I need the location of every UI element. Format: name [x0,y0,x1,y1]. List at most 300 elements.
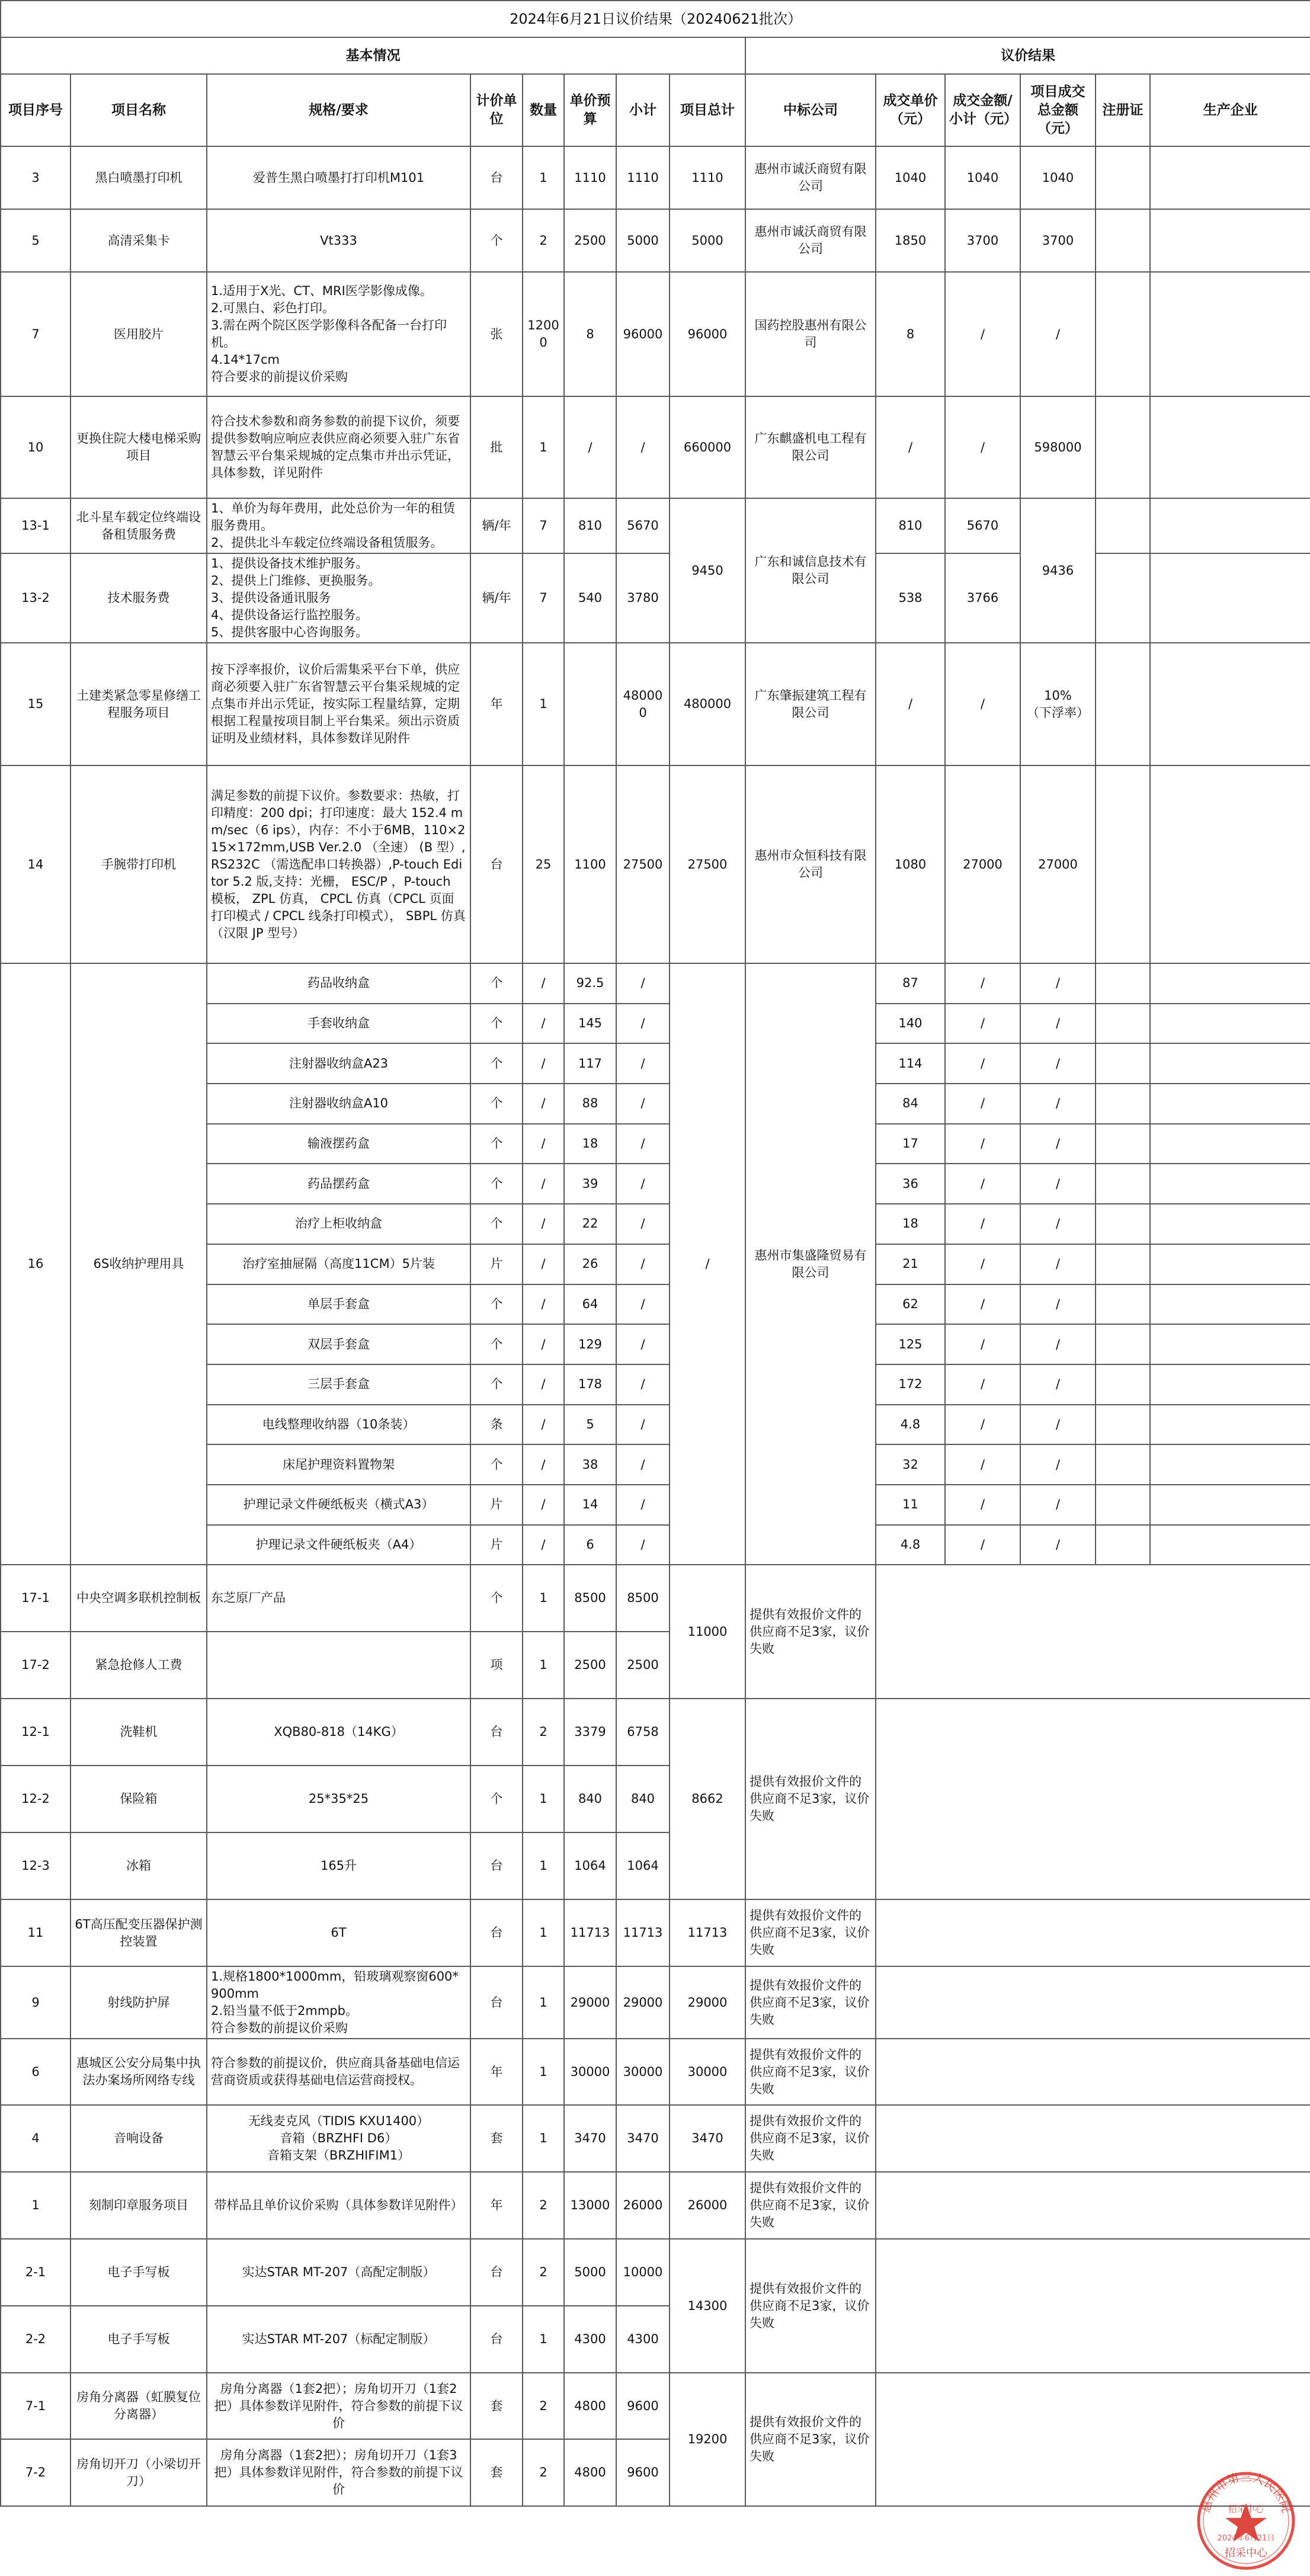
cell-subtotal: 8500 [616,1565,670,1632]
cell-deal-amount: / [945,1364,1020,1405]
cell-deal-price: 62 [876,1284,945,1325]
cell-subtotal: 26000 [616,2172,670,2239]
cell-total: 1110 [670,146,745,209]
table-row [1,1899,1310,1966]
cell-name: 中央空调多联机控制板 [71,1565,207,1632]
cell-fail-note: 提供有效报价文件的供应商不足3家，议价失败 [745,2239,876,2373]
cell-maker [1150,1525,1310,1565]
cell-subtotal: 11713 [616,1899,670,1966]
cell-winner: 国药控股惠州有限公司 [745,272,876,396]
table-row [1,146,1310,209]
table-row [1,2105,1310,2172]
cell-budget: 30000 [564,2039,616,2105]
cell-spec: Vt333 [207,209,470,272]
cell-deal-total: / [1020,1364,1096,1405]
cell-winner: 惠州市诚沃商贸有限公司 [745,209,876,272]
cell-fail-note: 提供有效报价文件的供应商不足3家，议价失败 [745,1699,876,1899]
cell-maker [1150,146,1310,209]
cell-qty: / [523,1284,564,1325]
cell-budget: 2500 [564,1632,616,1699]
cell-reg [1096,272,1150,396]
cell-total: 8662 [670,1699,745,1899]
cell-subtotal: 29000 [616,1966,670,2039]
cell-deal-amount: / [945,1324,1020,1364]
cell-deal-amount: 27000 [945,765,1020,963]
cell-budget: 18 [564,1124,616,1164]
cell-maker [1150,1204,1310,1244]
cell-deal-price: 140 [876,1004,945,1044]
cell-subtotal: / [616,1204,670,1244]
cell-winner: 广东麒盛机电工程有限公司 [745,396,876,498]
cell-reg [1096,1004,1150,1044]
cell-result-empty [876,1565,1310,1699]
cell-reg [1096,765,1150,963]
cell-maker [1150,643,1310,765]
cell-seq: 2-1 [1,2239,71,2306]
cell-deal-total: / [1020,1444,1096,1485]
cell-fail-note: 提供有效报价文件的供应商不足3家，议价失败 [745,2172,876,2239]
cell-unit: 辆/年 [470,553,523,643]
cell-spec: 注射器收纳盒A23 [207,1043,470,1084]
cell-maker [1150,1124,1310,1164]
cell-seq: 17-1 [1,1565,71,1632]
cell-deal-amount: / [945,396,1020,498]
cell-unit: 辆/年 [470,498,523,553]
cell-result-empty [876,1699,1310,1899]
cell-result-empty [876,2239,1310,2373]
cell-budget: 8 [564,272,616,396]
cell-budget: 22 [564,1204,616,1244]
cell-unit: 个 [470,1444,523,1485]
cell-unit: 个 [470,1043,523,1084]
cell-name: 紧急抢修人工费 [71,1632,207,1699]
cell-result-empty [876,1899,1310,1966]
cell-deal-amount: / [945,1204,1020,1244]
cell-unit: 套 [470,2373,523,2439]
cell-subtotal: / [616,1043,670,1084]
cell-unit: 个 [470,1004,523,1044]
cell-qty: 1 [523,1766,564,1832]
cell-seq: 5 [1,209,71,272]
cell-spec: 6T [207,1899,470,1966]
cell-qty: 1 [523,146,564,209]
cell-subtotal: 9600 [616,2373,670,2439]
cell-name: 射线防护屏 [71,1966,207,2039]
cell-subtotal: / [616,396,670,498]
cell-spec: 床尾护理资料置物架 [207,1444,470,1485]
table-row [1,963,1310,1004]
cell-seq: 12-2 [1,1766,71,1832]
cell-reg [1096,1284,1150,1325]
cell-name: 音响设备 [71,2105,207,2172]
cell-qty: / [523,1525,564,1565]
cell-seq: 2-2 [1,2306,71,2373]
cell-deal-price: 1080 [876,765,945,963]
cell-deal-amount: / [945,1084,1020,1124]
cell-maker [1150,1324,1310,1364]
cell-budget [564,643,616,765]
cell-qty: / [523,1043,564,1084]
cell-maker [1150,1164,1310,1204]
cell-deal-amount: / [945,1124,1020,1164]
cell-deal-price: 172 [876,1364,945,1405]
cell-subtotal: / [616,1004,670,1044]
cell-spec: 药品收纳盒 [207,963,470,1004]
header-reg: 注册证 [1096,74,1150,146]
cell-name: 电子手写板 [71,2239,207,2306]
cell-subtotal: 3470 [616,2105,670,2172]
cell-unit: 张 [470,272,523,396]
cell-name: 保险箱 [71,1766,207,1832]
table-row [1,1699,1310,1766]
header-spec: 规格/要求 [207,74,470,146]
cell-deal-amount: / [945,272,1020,396]
cell-deal-price: 810 [876,498,945,553]
cell-total: / [670,963,745,1565]
cell-qty: / [523,963,564,1004]
cell-qty: 1 [523,1632,564,1699]
cell-deal-total: / [1020,1043,1096,1084]
cell-subtotal: / [616,1164,670,1204]
cell-reg [1096,1124,1150,1164]
cell-qty: 1 [523,2306,564,2373]
cell-deal-amount: / [945,1405,1020,1445]
cell-reg [1096,963,1150,1004]
cell-seq: 10 [1,396,71,498]
cell-spec: 带样品且单价议价采购（具体参数详见附件） [207,2172,470,2239]
cell-deal-amount: / [945,1485,1020,1525]
cell-qty: / [523,1485,564,1525]
cell-qty: 1 [523,396,564,498]
cell-subtotal: / [616,1124,670,1164]
cell-budget: 13000 [564,2172,616,2239]
cell-maker [1150,1284,1310,1325]
cell-seq: 14 [1,765,71,963]
cell-seq: 7-1 [1,2373,71,2439]
cell-deal-price: 114 [876,1043,945,1084]
cell-budget: 26 [564,1244,616,1284]
cell-result-empty [876,2105,1310,2172]
header-name: 项目名称 [71,74,207,146]
cell-qty: / [523,1444,564,1485]
cell-subtotal: / [616,963,670,1004]
cell-deal-price: 18 [876,1204,945,1244]
cell-fail-note: 提供有效报价文件的供应商不足3家，议价失败 [745,1899,876,1966]
cell-name: 更换住院大楼电梯采购项目 [71,396,207,498]
cell-seq: 12-1 [1,1699,71,1766]
cell-budget: 88 [564,1084,616,1124]
cell-budget: 4800 [564,2439,616,2506]
cell-unit: 台 [470,1699,523,1766]
cell-budget: 64 [564,1284,616,1325]
cell-total: 5000 [670,209,745,272]
cell-deal-price: 538 [876,553,945,643]
cell-deal-amount: / [945,1244,1020,1284]
cell-deal-price: 1850 [876,209,945,272]
header-budget: 单价预算 [564,74,616,146]
cell-subtotal: 5000 [616,209,670,272]
cell-budget: 3379 [564,1699,616,1766]
table-row [1,1966,1310,2039]
cell-seq: 4 [1,2105,71,2172]
cell-reg [1096,1405,1150,1445]
cell-seq: 9 [1,1966,71,2039]
cell-spec: 药品摆药盒 [207,1164,470,1204]
cell-name: 惠城区公安分局集中执法办案场所网络专线 [71,2039,207,2105]
cell-maker [1150,1405,1310,1445]
cell-deal-price: 4.8 [876,1525,945,1565]
cell-total: 11713 [670,1899,745,1966]
cell-result-empty [876,2039,1310,2105]
cell-budget: 4800 [564,2373,616,2439]
cell-unit: 台 [470,1899,523,1966]
cell-fail-note: 提供有效报价文件的供应商不足3家，议价失败 [745,1966,876,2039]
cell-unit: 片 [470,1244,523,1284]
header-deal-amount: 成交金额/小计（元） [945,74,1020,146]
cell-maker [1150,498,1310,553]
cell-deal-total: / [1020,1324,1096,1364]
cell-qty: 2 [523,2439,564,2506]
svg-text:2024年6月21日: 2024年6月21日 [1217,2534,1275,2543]
cell-spec: 1.规格1800*1000mm，铅玻璃观察窗600*900mm 2.铅当量不低于2mmpb。 符合参数的前提议价采购 [207,1966,470,2039]
cell-spec: 按下浮率报价，议价后需集采平台下单，供应商必须要入驻广东省智慧云平台集采规城的定点集市并出示凭证，按实际工程量结算，定期根据工程量按项目制上平台集采。须出示资质证明及业绩材料，具体参数详见附件 [207,643,470,765]
cell-winner: 广东和诚信息技术有限公司 [745,498,876,643]
cell-total: 19200 [670,2373,745,2506]
cell-unit: 台 [470,2306,523,2373]
cell-spec: 房角分离器（1套2把）；房角切开刀（1套2把）具体参数详见附件，符合参数的前提下议价 [207,2373,470,2439]
cell-spec: 护理记录文件硬纸板夹（横式A3） [207,1485,470,1525]
cell-unit: 个 [470,1084,523,1124]
cell-name: 高清采集卡 [71,209,207,272]
cell-qty: / [523,1324,564,1364]
cell-winner: 惠州市众恒科技有限公司 [745,765,876,963]
cell-budget: 1100 [564,765,616,963]
cell-name: 刻制印章服务项目 [71,2172,207,2239]
cell-deal-amount: / [945,1164,1020,1204]
cell-seq: 12-3 [1,1832,71,1899]
cell-maker [1150,1004,1310,1044]
cell-budget: 5 [564,1405,616,1445]
cell-spec: 单层手套盒 [207,1284,470,1325]
cell-spec: 房角分离器（1套2把）；房角切开刀（1套3把）具体参数详见附件，符合参数的前提下议价 [207,2439,470,2506]
cell-unit: 个 [470,1204,523,1244]
document-title: 2024年6月21日议价结果（20240621批次） [1,1,1310,37]
cell-total: 9450 [670,498,745,643]
header-maker: 生产企业 [1150,74,1310,146]
cell-budget: 840 [564,1766,616,1832]
cell-spec: 符合技术参数和商务参数的前提下议价，须要提供参数响应响应表供应商必须要入驻广东省智慧云平台集采规城的定点集市并出示凭证，具体参数，详见附件 [207,396,470,498]
header-total: 项目总计 [670,74,745,146]
cell-qty: / [523,1084,564,1124]
cell-total: 27500 [670,765,745,963]
cell-name: 6T高压配变压器保护测控装置 [71,1899,207,1966]
cell-deal-total: / [1020,1485,1096,1525]
cell-qty: / [523,1204,564,1244]
cell-deal-total: / [1020,1204,1096,1244]
table-row [1,209,1310,272]
cell-seq: 7-2 [1,2439,71,2506]
cell-fail-note: 提供有效报价文件的供应商不足3家，议价失败 [745,1565,876,1699]
cell-budget: 145 [564,1004,616,1044]
cell-seq: 7 [1,272,71,396]
cell-qty: / [523,1004,564,1044]
cell-reg [1096,1244,1150,1284]
cell-deal-amount: 3766 [945,553,1020,643]
header-deal-total: 项目成交总金额（元） [1020,74,1096,146]
cell-maker [1150,1084,1310,1124]
cell-qty: 1 [523,1966,564,2039]
cell-name: 土建类紧急零星修缮工程服务项目 [71,643,207,765]
cell-reg [1096,498,1150,553]
cell-subtotal: 10000 [616,2239,670,2306]
cell-winner: 惠州市诚沃商贸有限公司 [745,146,876,209]
table-row [1,396,1310,498]
cell-deal-amount: / [945,1284,1020,1325]
cell-reg [1096,1364,1150,1405]
cell-subtotal: 840 [616,1766,670,1832]
cell-unit: 个 [470,1565,523,1632]
cell-name: 医用胶片 [71,272,207,396]
cell-qty: / [523,1244,564,1284]
table-row [1,2239,1310,2306]
cell-unit: 套 [470,2439,523,2506]
header-subtotal: 小计 [616,74,670,146]
cell-name: 房角分离器（虹膜复位分离器） [71,2373,207,2439]
cell-subtotal: / [616,1405,670,1445]
cell-reg [1096,553,1150,643]
cell-spec: 护理记录文件硬纸板夹（A4） [207,1525,470,1565]
cell-deal-total: / [1020,1405,1096,1445]
cell-qty: 2 [523,209,564,272]
cell-budget: 1064 [564,1832,616,1899]
cell-total: 96000 [670,272,745,396]
cell-subtotal: 1064 [616,1832,670,1899]
cell-deal-total: / [1020,963,1096,1004]
cell-qty: 1 [523,1565,564,1632]
cell-name: 冰箱 [71,1832,207,1899]
cell-reg [1096,1164,1150,1204]
cell-spec: 1、提供设备技术维护服务。 2、提供上门维修、更换服务。 3、提供设备通讯服务 4、提供设备运行监控服务。 5、提供客服中心咨询服务。 [207,553,470,643]
cell-unit: 套 [470,2105,523,2172]
cell-unit: 片 [470,1485,523,1525]
cell-maker [1150,553,1310,643]
cell-deal-amount: / [945,1444,1020,1485]
cell-name: 电子手写板 [71,2306,207,2373]
cell-spec: 实达STAR MT-207（高配定制版） [207,2239,470,2306]
cell-subtotal: 1110 [616,146,670,209]
cell-deal-price: 21 [876,1244,945,1284]
cell-unit: 个 [470,1324,523,1364]
cell-spec: XQB80-818（14KG） [207,1699,470,1766]
cell-qty: / [523,1124,564,1164]
cell-qty: / [523,1364,564,1405]
cell-qty: 1 [523,1899,564,1966]
cell-unit: 个 [470,963,523,1004]
cell-budget: 117 [564,1043,616,1084]
cell-spec [207,1632,470,1699]
cell-deal-amount: / [945,1525,1020,1565]
cell-deal-amount: / [945,1004,1020,1044]
cell-deal-total: / [1020,1124,1096,1164]
cell-qty: 1 [523,2039,564,2105]
cell-fail-note: 提供有效报价文件的供应商不足3家，议价失败 [745,2039,876,2105]
cell-reg [1096,1043,1150,1084]
cell-subtotal: / [616,1444,670,1485]
cell-deal-price: 11 [876,1485,945,1525]
cell-spec: 手套收纳盒 [207,1004,470,1044]
cell-name: 6S收纳护理用具 [71,963,207,1565]
cell-reg [1096,1485,1150,1525]
cell-seq: 6 [1,2039,71,2105]
cell-deal-amount: / [945,1043,1020,1084]
cell-subtotal: / [616,1084,670,1124]
cell-unit: 台 [470,146,523,209]
cell-deal-total: 3700 [1020,209,1096,272]
cell-budget: 2500 [564,209,616,272]
cell-unit: 个 [470,1364,523,1405]
cell-reg [1096,1204,1150,1244]
cell-spec: 25*35*25 [207,1766,470,1832]
header-qty: 数量 [523,74,564,146]
cell-maker [1150,396,1310,498]
cell-unit: 片 [470,1525,523,1565]
cell-unit: 个 [470,1124,523,1164]
cell-subtotal: 5670 [616,498,670,553]
cell-deal-price: 87 [876,963,945,1004]
cell-subtotal: 480000 [616,643,670,765]
cell-total: 11000 [670,1565,745,1699]
cell-spec: 三层手套盒 [207,1364,470,1405]
cell-deal-amount: 5670 [945,498,1020,553]
cell-deal-amount: / [945,963,1020,1004]
cell-qty: 1 [523,643,564,765]
cell-seq: 16 [1,963,71,1565]
cell-qty: 7 [523,498,564,553]
cell-subtotal: 4300 [616,2306,670,2373]
cell-subtotal: 3780 [616,553,670,643]
cell-budget: 14 [564,1485,616,1525]
cell-spec: 输液摆药盒 [207,1124,470,1164]
cell-maker [1150,1364,1310,1405]
cell-seq: 17-2 [1,1632,71,1699]
cell-budget: 4300 [564,2306,616,2373]
header-deal-price: 成交单价（元） [876,74,945,146]
svg-text:招采中心: 招采中心 [1225,2547,1267,2559]
cell-deal-total: 9436 [1020,498,1096,643]
cell-fail-note: 提供有效报价文件的供应商不足3家，议价失败 [745,2373,876,2506]
cell-deal-total: / [1020,1004,1096,1044]
table-row [1,2373,1310,2439]
cell-qty: 2 [523,2172,564,2239]
cell-deal-price: 4.8 [876,1405,945,1445]
cell-deal-total: / [1020,1164,1096,1204]
section-result: 议价结果 [745,37,1310,74]
cell-qty: 12000 [523,272,564,396]
cell-unit: 项 [470,1632,523,1699]
cell-seq: 13-1 [1,498,71,553]
cell-subtotal: 96000 [616,272,670,396]
cell-unit: 条 [470,1405,523,1445]
cell-deal-price: 36 [876,1164,945,1204]
cell-budget: / [564,396,616,498]
cell-unit: 年 [470,643,523,765]
cell-deal-total: 1040 [1020,146,1096,209]
cell-budget: 3470 [564,2105,616,2172]
cell-total: 3470 [670,2105,745,2172]
cell-subtotal: / [616,1525,670,1565]
cell-name: 房角切开刀（小梁切开刀） [71,2439,207,2506]
header-winner: 中标公司 [745,74,876,146]
